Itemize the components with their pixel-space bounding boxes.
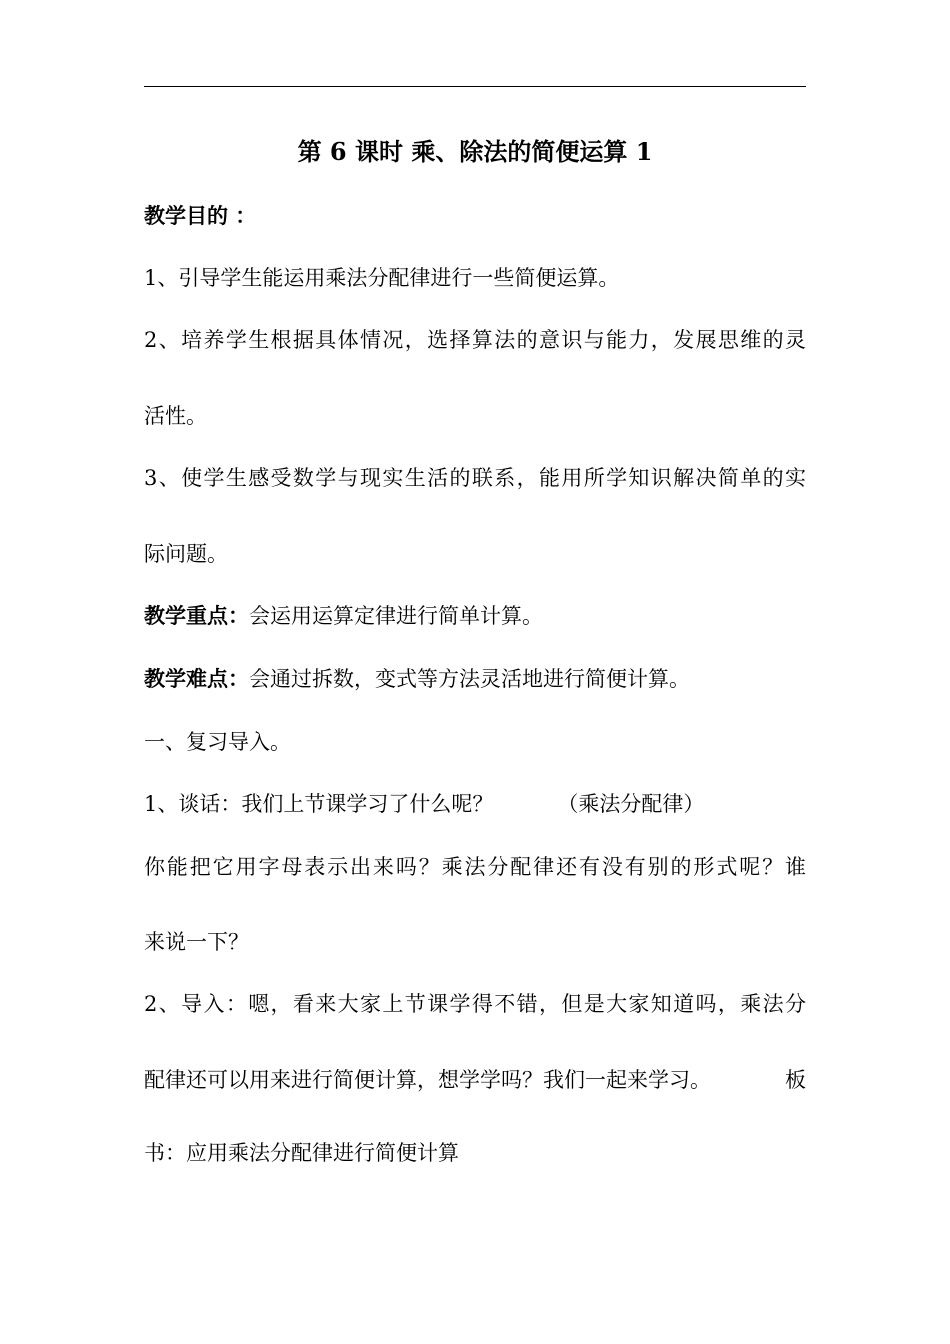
difficulty [144, 664, 806, 694]
step-2-line-2 [144, 1065, 806, 1095]
step-1-line-2: 你能把它用字母表示出来吗？乘法分配律还有没有别的形式呢？谁 [144, 855, 806, 879]
step-1-answer: （乘法分配律） [557, 792, 705, 816]
key-point [144, 601, 806, 631]
step-1-line-3: 来说一下？ [144, 930, 249, 954]
goal-2-line-1: 2、培养学生根据具体情况，选择算法的意识与能力，发展思维的灵 [144, 328, 806, 352]
step-1-question: 1、谈话：我们上节课学习了什么呢？ [144, 792, 494, 816]
difficulty-label: 教学难点： [144, 666, 249, 691]
step-2-line-2-tail: 板 [785, 1068, 806, 1092]
header-rule [144, 86, 806, 87]
key-point-label: 教学重点： [144, 603, 249, 628]
step-2-line-2-text: 配律还可以用来进行简便计算，想学学吗？我们一起来学习。 [144, 1068, 711, 1092]
goal-1: 1、引导学生能运用乘法分配律进行一些简便运算。 [144, 266, 620, 290]
goal-2-line-2: 活性。 [144, 404, 207, 428]
key-point-text: 会运用运算定律进行简单计算。 [249, 604, 543, 628]
step-1 [144, 789, 806, 819]
step-2-line-1: 2、导入：嗯，看来大家上节课学得不错，但是大家知道吗，乘法分 [144, 992, 806, 1016]
difficulty-text: 会通过拆数，变式等方法灵活地进行简便计算。 [249, 667, 690, 691]
goal-3-line-1: 3、使学生感受数学与现实生活的联系，能用所学知识解决简单的实 [144, 466, 806, 490]
lesson-title: 第 6 课时 乘、除法的简便运算 1 [297, 137, 653, 166]
goal-heading: 教学目的 ： [144, 203, 257, 228]
step-2-line-3: 书：应用乘法分配律进行简便计算 [144, 1141, 459, 1165]
goal-3-line-2: 际问题。 [144, 542, 228, 566]
section-1-heading: 一、复习导入。 [144, 730, 291, 754]
